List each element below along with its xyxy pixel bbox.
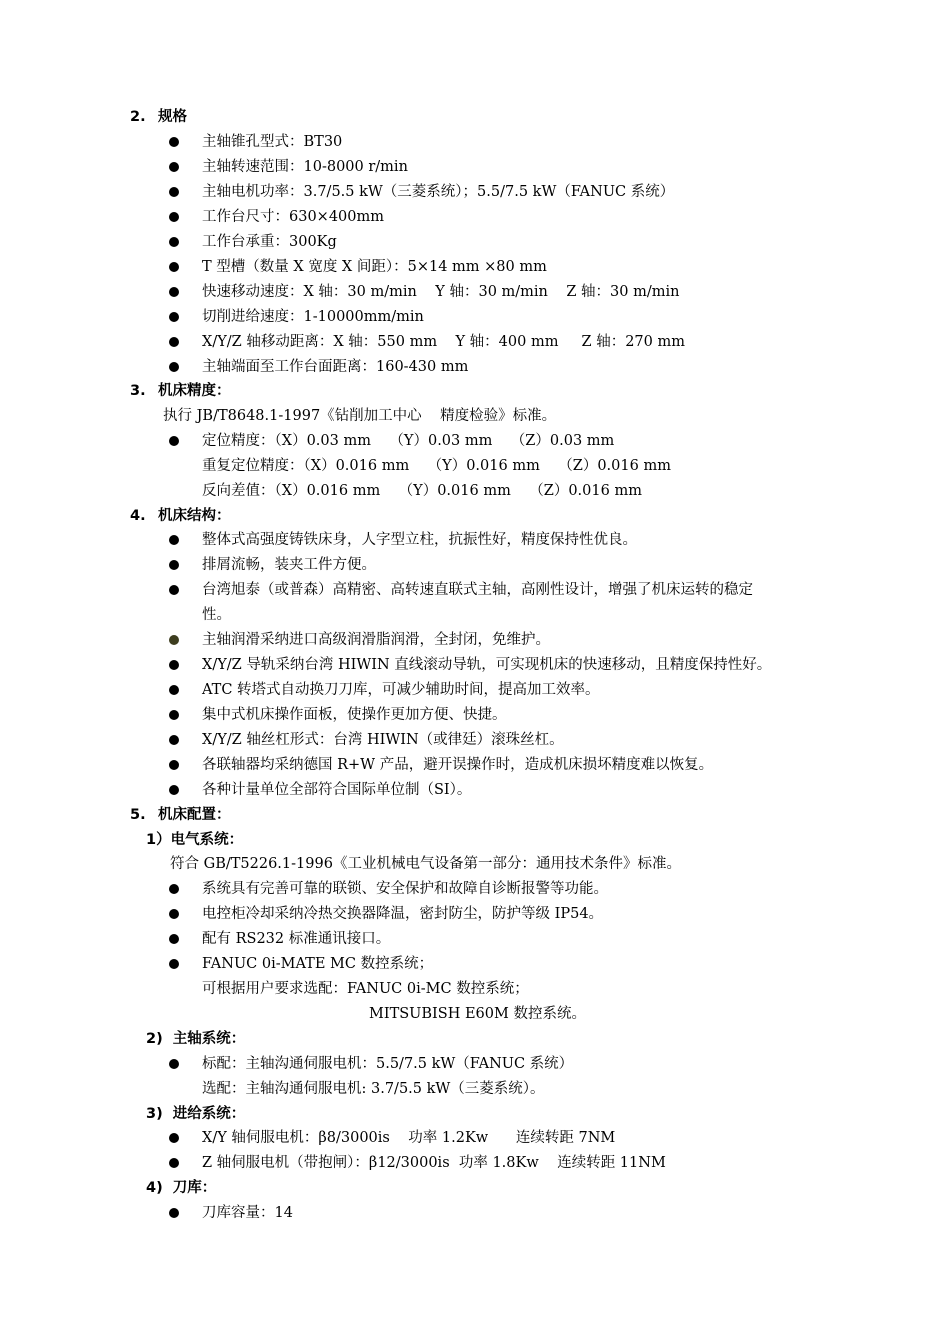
list-item: T 型槽（数量 X 宽度 X 间距）：5×14 mm ×80 mm [202,259,547,275]
list-item: 反向差值：（X）0.016 mm （Y）0.016 mm （Z）0.016 mm [202,483,642,499]
bullet-icon [169,436,179,446]
bullet-icon [169,909,179,919]
list-item: ATC 转塔式自动换刀刀库，可减少辅助时间，提高加工效率。 [202,682,600,698]
bullet-icon [169,362,179,372]
list-item: 集中式机床操作面板，使操作更加方便、快捷。 [202,707,507,723]
bullet-icon [169,1059,179,1069]
bullet-icon [169,710,179,720]
bullet-icon [169,212,179,222]
bullet-icon [169,934,179,944]
bullet-icon [169,1208,179,1218]
subsection-intro: 符合 GB/T5226.1-1996《工业机械电气设备第一部分：通用技术条件》标准。 [170,856,681,872]
list-item: 系统具有完善可靠的联锁、安全保护和故障自诊断报警等功能。 [202,881,608,897]
list-item: 电控柜冷却采纳冷热交换器降温，密封防尘，防护等级 IP54。 [202,906,604,922]
list-item: 主轴润滑采纳进口高级润滑脂润滑，全封闭，免维护。 [202,632,550,648]
list-item: 整体式高强度铸铁床身，人字型立柱，抗振性好，精度保持性优良。 [202,532,637,548]
bullet-icon [169,735,179,745]
bullet-icon [169,312,179,322]
section-title: 机床精度： [158,383,231,399]
bullet-icon [169,187,179,197]
section-number: 4. [130,508,146,524]
list-item-continuation: 选配：主轴沟通伺服电机: 3.7/5.5 kW（三菱系统）。 [202,1081,545,1097]
bullet-icon [169,237,179,247]
list-item: 主轴转速范围：10-8000 r/min [202,159,408,175]
bullet-icon [169,959,179,969]
bullet-icon [169,1133,179,1143]
bullet-icon [169,760,179,770]
bullet-icon [169,287,179,297]
section-number: 3. [130,383,146,399]
list-item: 工作台尺寸：630×400mm [202,209,384,225]
list-item: 各联轴器均采纳德国 R+W 产品，避开误操作时，造成机床损坏精度难以恢复。 [202,757,714,773]
list-item-continuation: 性。 [202,607,231,623]
list-item: 配有 RS232 标准通讯接口。 [202,931,391,947]
list-item: Z 轴伺服电机（带抱闸）：β12/3000is 功率 1.8Kw 连续转距 11NM [202,1155,666,1171]
section-number: 2. [130,109,146,125]
list-item: 排屑流畅，装夹工件方便。 [202,557,376,573]
list-item: 定位精度：（X）0.03 mm （Y）0.03 mm （Z）0.03 mm [202,433,615,449]
bullet-icon [169,560,179,570]
list-item: X/Y/Z 轴丝杠形式：台湾 HIWIN（或律廷）滚珠丝杠。 [202,732,564,748]
bullet-icon [169,262,179,272]
list-item: X/Y 轴伺服电机：β8/3000is 功率 1.2Kw 连续转距 7NM [202,1130,616,1146]
bullet-icon [169,884,179,894]
list-item: FANUC 0i-MATE MC 数控系统； [202,956,434,972]
list-item: 台湾旭泰（或普森）高精密、高转速直联式主轴，高刚性设计，增强了机床运转的稳定 [202,582,753,598]
bullet-icon [169,585,179,595]
section-title: 机床结构： [158,508,231,524]
list-item: 主轴电机功率：3.7/5.5 kW（三菱系统）；5.5/7.5 kW（FANUC 系统） [202,184,675,200]
list-item: 快速移动速度：X 轴：30 m/min Y 轴：30 m/min Z 轴：30 m/min [202,284,680,300]
bullet-icon [169,162,179,172]
list-item: 刀库容量：14 [202,1205,293,1221]
list-item: 主轴端面至工作台面距离：160-430 mm [202,359,469,375]
bullet-icon [169,635,179,645]
list-item-continuation: MITSUBISH E60M 数控系统。 [369,1006,586,1022]
list-item: 主轴锥孔型式：BT30 [202,134,343,150]
list-item: 工作台承重：300Kg [202,234,337,250]
subsection-title: 1）电气系统： [146,832,244,848]
bullet-icon [169,337,179,347]
bullet-icon [169,660,179,670]
bullet-icon [169,1158,179,1168]
list-item: X/Y/Z 轴移动距离：X 轴：550 mm Y 轴：400 mm Z 轴：270 mm [202,334,685,350]
subsection-title: 2) 主轴系统： [146,1031,246,1047]
list-item-continuation: 可根据用户要求选配：FANUC 0i-MC 数控系统； [202,981,529,997]
list-item: 重复定位精度：（X）0.016 mm （Y）0.016 mm （Z）0.016 mm [202,458,671,474]
list-item: 各种计量单位全部符合国际单位制（SI）。 [202,782,472,798]
list-item: 切削进给速度：1-10000mm/min [202,309,424,325]
section-intro: 执行 JB/T8648.1-1997《钻削加工中心 精度检验》标准。 [163,408,557,424]
list-item: X/Y/Z 导轨采纳台湾 HIWIN 直线滚动导轨，可实现机床的快速移动，且精度保持性好。 [202,657,772,673]
bullet-icon [169,535,179,545]
bullet-icon [169,137,179,147]
bullet-icon [169,785,179,795]
section-title: 机床配置： [158,807,231,823]
section-title: 规格 [158,109,187,125]
subsection-title: 3) 进给系统： [146,1106,246,1122]
list-item: 标配：主轴沟通伺服电机：5.5/7.5 kW（FANUC 系统） [202,1056,574,1072]
section-number: 5. [130,807,146,823]
subsection-title: 4) 刀库： [146,1180,217,1196]
bullet-icon [169,685,179,695]
